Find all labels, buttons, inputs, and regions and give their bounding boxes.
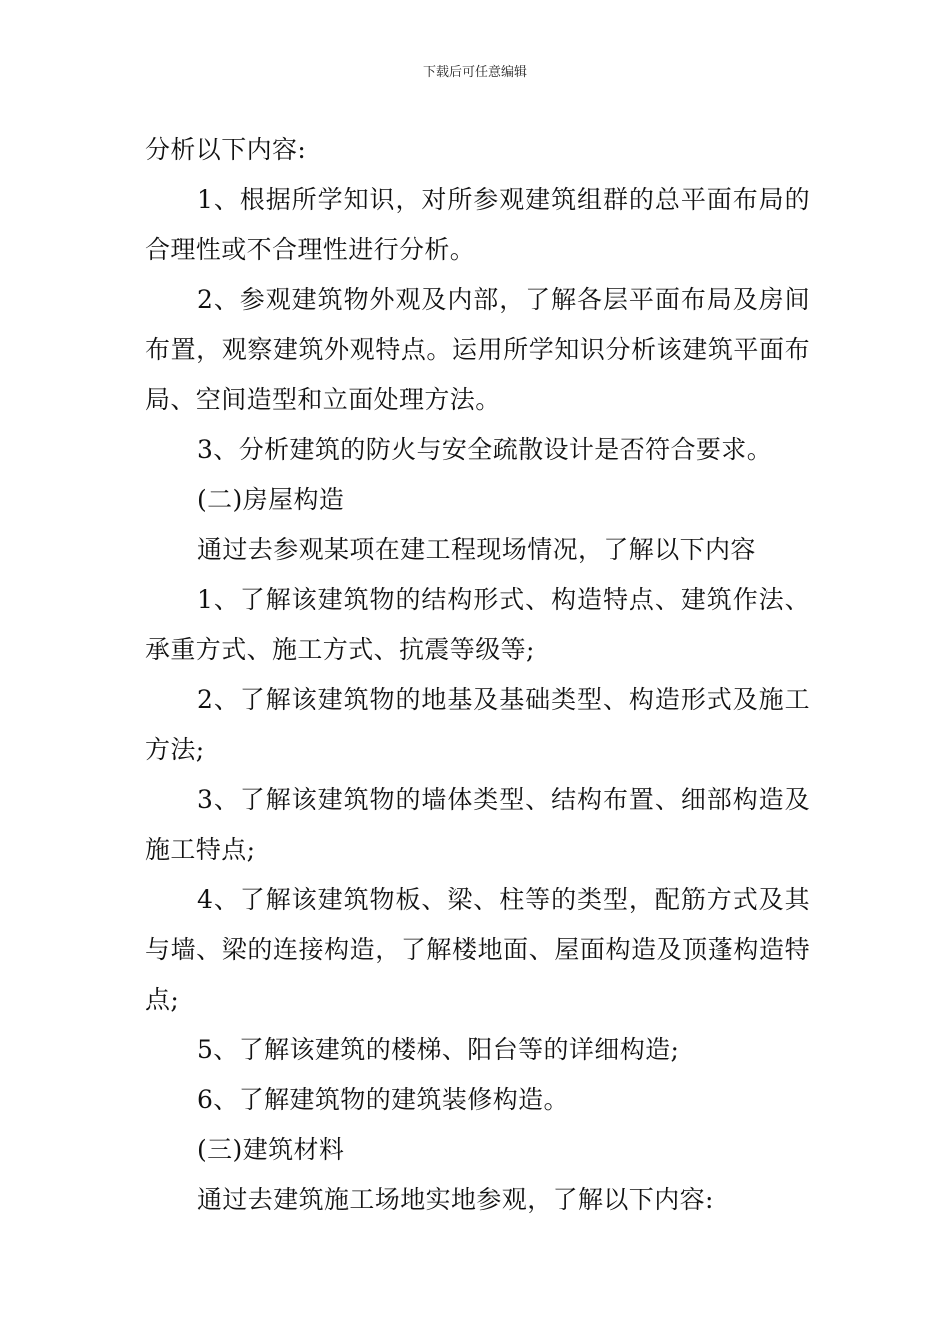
paragraph-construction-item-4: 4、了解该建筑物板、梁、柱等的类型，配筋方式及其与墙、梁的连接构造，了解楼地面、屋面构造及顶蓬构造特点; (145, 885, 810, 1014)
paragraph-construction-item-2: 2、了解该建筑物的地基及基础类型、构造形式及施工方法; (145, 685, 810, 764)
page-header: 下载后可任意编辑 (422, 65, 527, 80)
paragraph-item-3-fire-safety: 3、分析建筑的防火与安全疏散设计是否符合要求。 (197, 435, 773, 464)
paragraph-item-2-exterior-interior: 2、参观建筑物外观及内部，了解各层平面布局及房间布置，观察建筑外观特点。运用所学知识分析该建筑平面布局、空间造型和立面处理方法。 (145, 285, 810, 414)
section-heading-construction: (二)房屋构造 (197, 485, 345, 514)
paragraph-construction-item-1: 1、了解该建筑物的结构形式、构造特点、建筑作法、承重方式、施工方式、抗震等级等; (145, 585, 810, 664)
paragraph-construction-intro: 通过去参观某项在建工程现场情况，了解以下内容 (197, 535, 756, 564)
paragraph-construction-item-3: 3、了解该建筑物的墙体类型、结构布置、细部构造及施工特点; (145, 785, 810, 864)
paragraph-construction-item-5: 5、了解该建筑的楼梯、阳台等的详细构造; (197, 1035, 680, 1064)
paragraph-item-1-site-plan: 1、根据所学知识，对所参观建筑组群的总平面布局的合理性或不合理性进行分析。 (145, 185, 810, 264)
section-heading-materials: (三)建筑材料 (197, 1135, 345, 1164)
paragraph-materials-intro: 通过去建筑施工场地实地参观，了解以下内容: (197, 1185, 714, 1214)
document-body (145, 125, 810, 1225)
paragraph-intro: 分析以下内容: (145, 135, 307, 164)
paragraph-construction-item-6: 6、了解建筑物的建筑装修构造。 (197, 1085, 569, 1114)
